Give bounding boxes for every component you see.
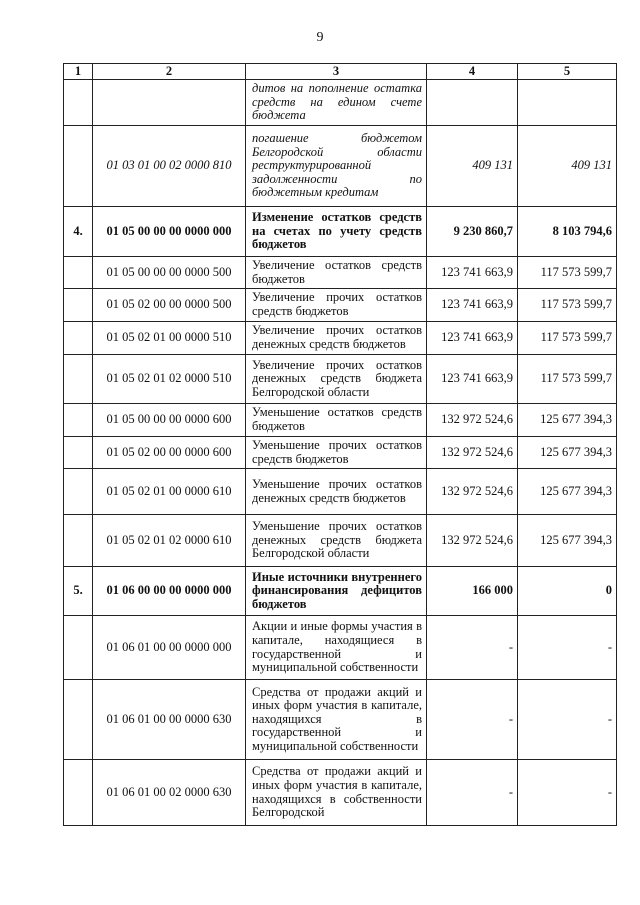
value-col-4: 409 131 [427, 126, 518, 207]
table-row [64, 257, 617, 289]
budget-code: 01 05 00 00 00 0000 600 [93, 404, 246, 437]
table-row [64, 322, 617, 355]
table-row [64, 437, 617, 469]
row-description: Уменьшение остатков средств бюджетов [246, 404, 427, 437]
value-col-4 [427, 80, 518, 126]
table-row [64, 567, 617, 616]
table-header-row [64, 64, 617, 80]
row-number [64, 616, 93, 680]
budget-code: 01 05 00 00 00 0000 500 [93, 257, 246, 289]
row-number: 4. [64, 207, 93, 257]
row-description: Уменьшение прочих остатков денежных средств бюджетов [246, 469, 427, 515]
budget-code: 01 05 00 00 00 0000 000 [93, 207, 246, 257]
table-row [64, 404, 617, 437]
header-col-5: 5 [518, 64, 617, 80]
budget-code: 01 05 02 01 00 0000 510 [93, 322, 246, 355]
row-number [64, 404, 93, 437]
row-number [64, 355, 93, 404]
value-col-5: 117 573 599,7 [518, 355, 617, 404]
value-col-5: 125 677 394,3 [518, 469, 617, 515]
row-number [64, 257, 93, 289]
header-col-4: 4 [427, 64, 518, 80]
budget-code: 01 05 02 00 00 0000 600 [93, 437, 246, 469]
value-col-4: - [427, 680, 518, 760]
value-col-5: - [518, 616, 617, 680]
value-col-5: 125 677 394,3 [518, 404, 617, 437]
value-col-4: 166 000 [427, 567, 518, 616]
value-col-5: - [518, 680, 617, 760]
row-number [64, 437, 93, 469]
budget-code: 01 06 00 00 00 0000 000 [93, 567, 246, 616]
row-number [64, 760, 93, 826]
row-number [64, 322, 93, 355]
value-col-4: - [427, 760, 518, 826]
row-description: Средства от продажи акций и иных форм участия в капитале, находящихся в собственности Белгородской [246, 760, 427, 826]
budget-code: 01 05 02 01 02 0000 610 [93, 515, 246, 567]
value-col-4: - [427, 616, 518, 680]
value-col-5: - [518, 760, 617, 826]
row-number [64, 515, 93, 567]
value-col-5: 117 573 599,7 [518, 322, 617, 355]
value-col-4: 132 972 524,6 [427, 515, 518, 567]
value-col-4: 123 741 663,9 [427, 289, 518, 322]
budget-code: 01 05 02 01 00 0000 610 [93, 469, 246, 515]
budget-code: 01 06 01 00 00 0000 630 [93, 680, 246, 760]
value-col-5 [518, 80, 617, 126]
row-number [64, 469, 93, 515]
row-number [64, 80, 93, 126]
budget-code: 01 05 02 01 02 0000 510 [93, 355, 246, 404]
header-col-1: 1 [64, 64, 93, 80]
value-col-5: 117 573 599,7 [518, 289, 617, 322]
table-row [64, 515, 617, 567]
header-col-2: 2 [93, 64, 246, 80]
row-description: Увеличение остатков средств бюджетов [246, 257, 427, 289]
table-row [64, 355, 617, 404]
row-number [64, 680, 93, 760]
budget-sources-table [63, 63, 617, 826]
table-row [64, 289, 617, 322]
row-number: 5. [64, 567, 93, 616]
row-description: Иные источники внутреннего финансирования дефицитов бюджетов [246, 567, 427, 616]
value-col-5: 117 573 599,7 [518, 257, 617, 289]
value-col-4: 123 741 663,9 [427, 355, 518, 404]
row-description: Увеличение прочих остатков денежных средств бюджетов [246, 322, 427, 355]
row-description: дитов на пополнение остатка средств на едином счете бюджета [246, 80, 427, 126]
row-description: Увеличение прочих остатков денежных средств бюджета Белгородской области [246, 355, 427, 404]
value-col-5: 0 [518, 567, 617, 616]
table-row [64, 207, 617, 257]
budget-code: 01 06 01 00 02 0000 630 [93, 760, 246, 826]
value-col-5: 125 677 394,3 [518, 437, 617, 469]
value-col-4: 132 972 524,6 [427, 437, 518, 469]
table-row [64, 616, 617, 680]
value-col-5: 8 103 794,6 [518, 207, 617, 257]
row-description: Изменение остатков средств на счетах по учету средств бюджетов [246, 207, 427, 257]
value-col-5: 125 677 394,3 [518, 515, 617, 567]
value-col-4: 123 741 663,9 [427, 257, 518, 289]
value-col-4: 132 972 524,6 [427, 404, 518, 437]
table-row [64, 760, 617, 826]
budget-code: 01 05 02 00 00 0000 500 [93, 289, 246, 322]
value-col-4: 9 230 860,7 [427, 207, 518, 257]
table-row [64, 680, 617, 760]
value-col-4: 132 972 524,6 [427, 469, 518, 515]
budget-code [93, 80, 246, 126]
value-col-4: 123 741 663,9 [427, 322, 518, 355]
table-row [64, 80, 617, 126]
row-description: Средства от продажи акций и иных форм участия в капитале, находящихся в государственной и муниципальной собственности [246, 680, 427, 760]
budget-code: 01 03 01 00 02 0000 810 [93, 126, 246, 207]
row-number [64, 126, 93, 207]
row-description: Уменьшение прочих остатков средств бюджетов [246, 437, 427, 469]
row-description: Увеличение прочих остатков средств бюджетов [246, 289, 427, 322]
table-row [64, 126, 617, 207]
page-number: 9 [316, 30, 324, 45]
value-col-5: 409 131 [518, 126, 617, 207]
table-row [64, 469, 617, 515]
row-description: Уменьшение прочих остатков денежных средств бюджета Белгородской области [246, 515, 427, 567]
header-col-3: 3 [246, 64, 427, 80]
row-description: Акции и иные формы участия в капитале, находящиеся в государственной и муниципальной собственности [246, 616, 427, 680]
budget-code: 01 06 01 00 00 0000 000 [93, 616, 246, 680]
row-description: погашение бюджетом Белгородской области реструктурированной задолженности по бюджетным кредитам [246, 126, 427, 207]
row-number [64, 289, 93, 322]
